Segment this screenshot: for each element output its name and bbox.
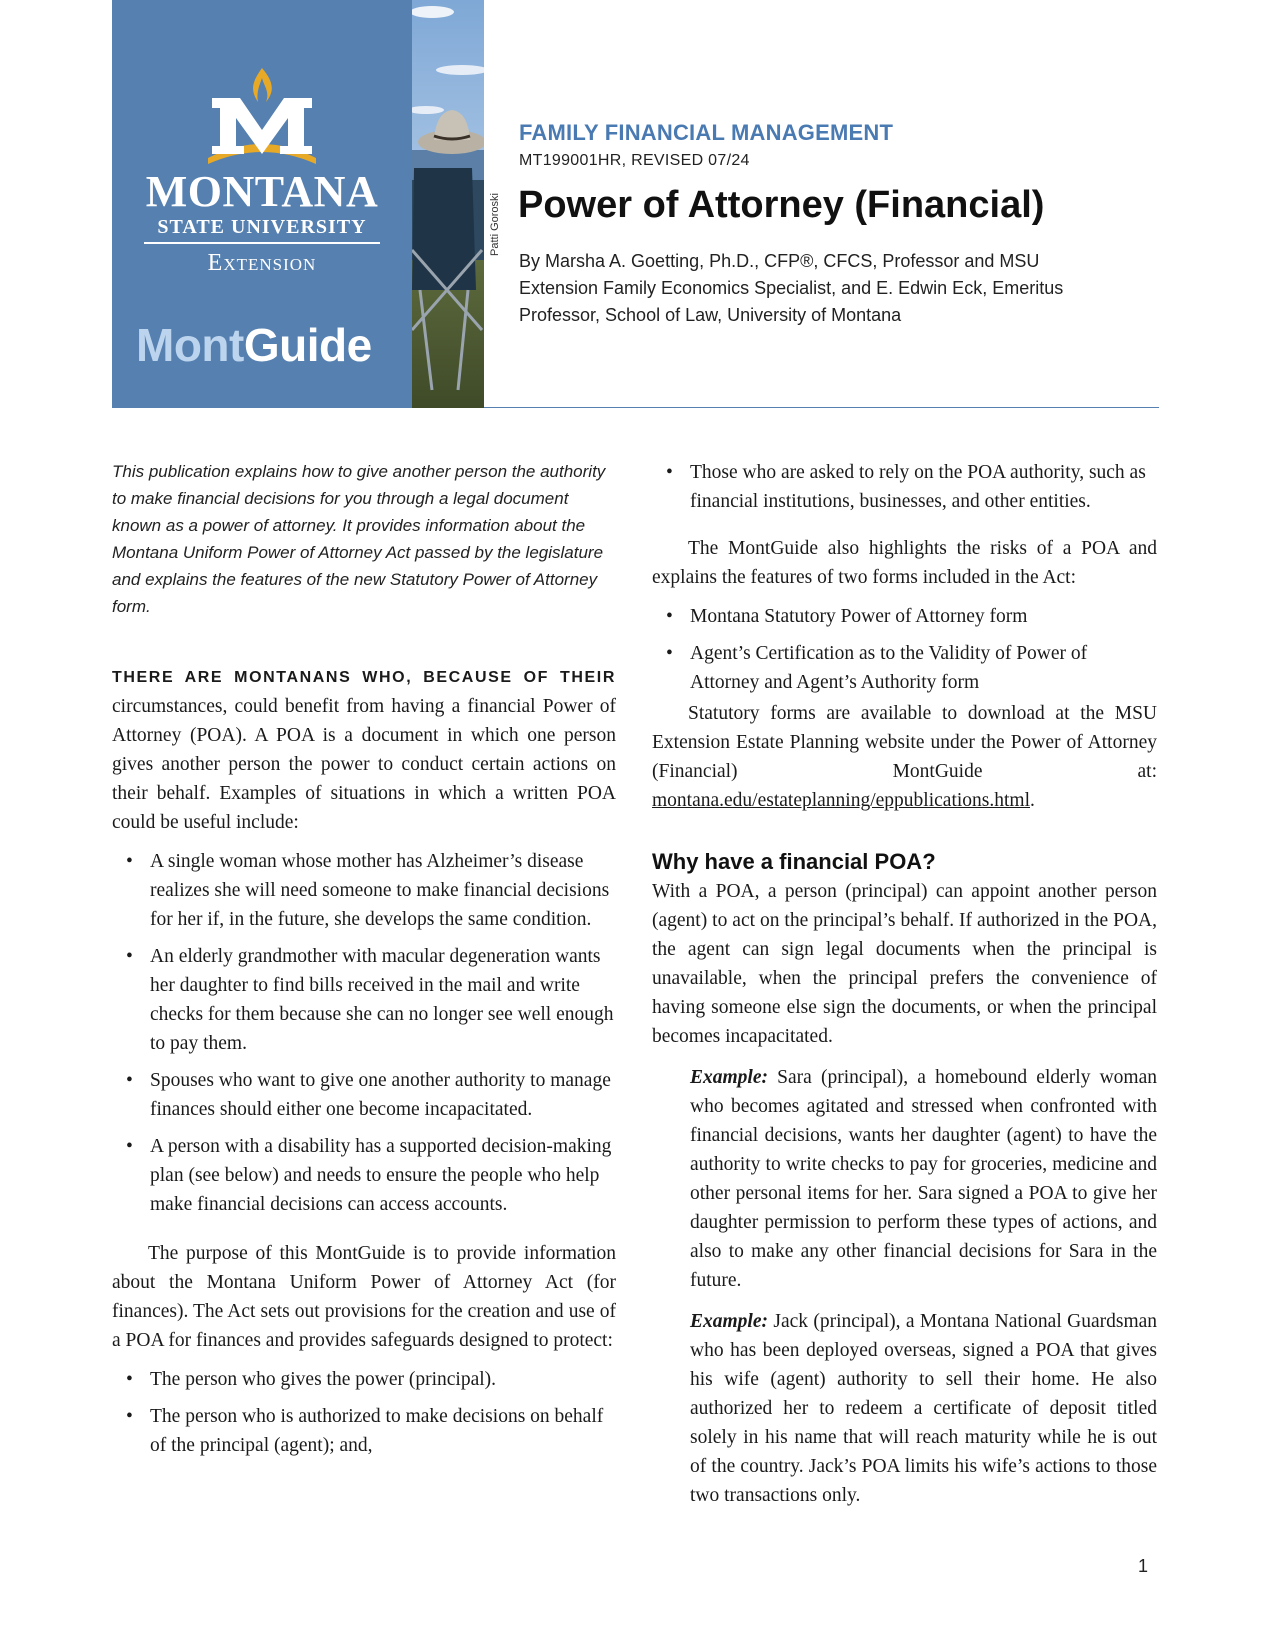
list-item — [652, 602, 1157, 631]
forms-list — [652, 602, 1157, 697]
opening-paragraph-text: circumstances, could benefit from having a financial Power of Attorney (POA). A POA is a document in which one person gives another person the power to conduct certain actions on their behalf. Examples of situations in which a written POA could be useful include: — [112, 696, 616, 833]
bullet-icon: • — [666, 643, 673, 664]
university-name: MONTANA — [145, 167, 379, 216]
montguide-wordmark — [136, 318, 372, 372]
montguide-mont: Mont — [136, 319, 244, 371]
university-subname: STATE UNIVERSITY — [157, 216, 367, 238]
opening-lead-caps: THERE ARE MONTANANS WHO, BECAUSE OF THEIR — [112, 669, 616, 686]
example-label: Example: — [690, 1311, 768, 1332]
list-item — [112, 1066, 616, 1124]
download-paragraph — [652, 699, 1157, 815]
list-item-text: Agent’s Certification as to the Validity of Power of Attorney and Agent’s Authority form — [690, 643, 1088, 693]
list-item-text: Those who are asked to rely on the POA authority, such as financial institutions, businesses, and other entities. — [690, 462, 1146, 512]
intro-paragraph: This publication explains how to give another person the authority to make financial decisions for you through a legal document known as a power of attorney. It provides information about the Montana Uniform Power of Attorney Act passed by the legislature and explains the features of the new Statutory Power of Attorney form. — [112, 462, 606, 616]
section-heading: Why have a financial POA? — [652, 849, 936, 874]
opening-paragraph — [112, 662, 616, 837]
list-item — [112, 1365, 616, 1394]
example-label: Example: — [690, 1067, 768, 1088]
montguide-guide: Guide — [243, 319, 372, 371]
right-column — [652, 458, 1157, 1522]
page-title: Power of Attorney (Financial) — [518, 184, 1045, 226]
cowboy-hat-photo — [412, 0, 484, 408]
bullet-icon: • — [126, 1406, 133, 1427]
list-item-text: Montana Statutory Power of Attorney form — [690, 606, 1028, 627]
list-item — [112, 1402, 616, 1460]
series-category: FAMILY FINANCIAL MANAGEMENT — [519, 120, 894, 145]
brand-divider — [144, 242, 380, 244]
why-poa-paragraph: With a POA, a person (principal) can appoint another person (agent) to act on the principal’s behalf. If authorized in the POA, the agent can sign legal documents when the principal is unavailable, when the principal prefers the convenience of having someone else sign the documents, or when the principal becomes incapacitated. — [652, 881, 1157, 1047]
list-item-text: A person with a disability has a supported decision-making plan (see below) and needs to ensure the people who help make financial decisions can access accounts. — [150, 1136, 612, 1215]
list-item — [652, 458, 1157, 516]
list-item — [112, 942, 616, 1058]
list-item — [652, 639, 1157, 697]
list-item-text: A single woman whose mother has Alzheimer’s disease realizes she will need someone to make financial decisions for her if, in the future, she develops the same condition. — [150, 851, 610, 930]
situation-list — [112, 847, 616, 1219]
photo-credit — [487, 188, 503, 258]
risks-paragraph: The MontGuide also highlights the risks of a POA and explains the features of two forms included in the Act: — [652, 538, 1157, 588]
download-end: . — [1030, 790, 1035, 811]
brand-panel — [112, 0, 412, 408]
page-number: 1 — [1138, 1556, 1149, 1576]
bullet-icon: • — [126, 1136, 133, 1157]
estate-planning-link[interactable]: montana.edu/estateplanning/eppublications.html — [652, 790, 1030, 811]
list-item-text: An elderly grandmother with macular degeneration wants her daughter to find bills received in the mail and write checks for them because she can no longer see well enough to pay them. — [150, 946, 614, 1054]
protect-list-continued — [652, 458, 1157, 516]
bullet-icon: • — [126, 851, 133, 872]
bullet-icon: • — [126, 1070, 133, 1091]
byline-line: By Marsha A. Goetting, Ph.D., CFP®, CFCS, Professor and MSU — [519, 251, 1040, 271]
list-item — [112, 847, 616, 934]
bullet-icon: • — [666, 462, 673, 483]
photo-credit-text: Patti Goroski — [489, 193, 501, 256]
list-item-text: The person who is authorized to make decisions on behalf of the principal (agent); and, — [150, 1406, 604, 1456]
left-column — [112, 458, 616, 1468]
example-sara — [690, 1063, 1157, 1295]
msu-logo-icon — [200, 68, 324, 168]
purpose-paragraph: The purpose of this MontGuide is to provide information about the Montana Uniform Power of Attorney Act (for finances). The Act sets out provisions for the creation and use of a POA for finances and provides safeguards designed to protect: — [112, 1243, 616, 1351]
example-text: Sara (principal), a homebound elderly woman who becomes agitated and stressed when confronted with financial decisions, wants her daughter (agent) to have the authority to write checks to pay for groceries, medicine and other personal items for her. Sara signed a POA to give her daughter permission to perform these types of actions, and also to make any other financial decisions for Sara in the future. — [690, 1067, 1158, 1291]
publication-code: MT199001HR, REVISED 07/24 — [519, 152, 750, 169]
cover-photo — [412, 0, 484, 408]
bullet-icon: • — [126, 946, 133, 967]
example-text: Jack (principal), a Montana National Guardsman who has been deployed overseas, signed a POA that gives his wife (agent) authority to sell their home. He also authorized her to redeem a certificate of deposit titled solely in his name that will reach maturity while he is out of the country. Jack’s POA limits his wife’s actions to those two transactions only. — [690, 1311, 1158, 1506]
bullet-icon: • — [126, 1369, 133, 1390]
byline-line: Professor, School of Law, University of Montana — [519, 305, 902, 325]
header-divider — [484, 407, 1159, 408]
protect-list — [112, 1365, 616, 1460]
byline — [519, 248, 1119, 329]
example-jack — [690, 1307, 1157, 1510]
bullet-icon: • — [666, 606, 673, 627]
extension-label: Extension — [207, 250, 317, 276]
list-item — [112, 1132, 616, 1219]
download-text: Statutory forms are available to download at the MSU Extension Estate Planning website under the Power of Attorney (Financial) MontGuide at: — [652, 703, 1157, 782]
list-item-text: Spouses who want to give one another authority to manage finances should either one become incapacitated. — [150, 1070, 611, 1120]
list-item-text: The person who gives the power (principal). — [150, 1369, 497, 1390]
byline-line: Extension Family Economics Specialist, and E. Edwin Eck, Emeritus — [519, 278, 1064, 298]
